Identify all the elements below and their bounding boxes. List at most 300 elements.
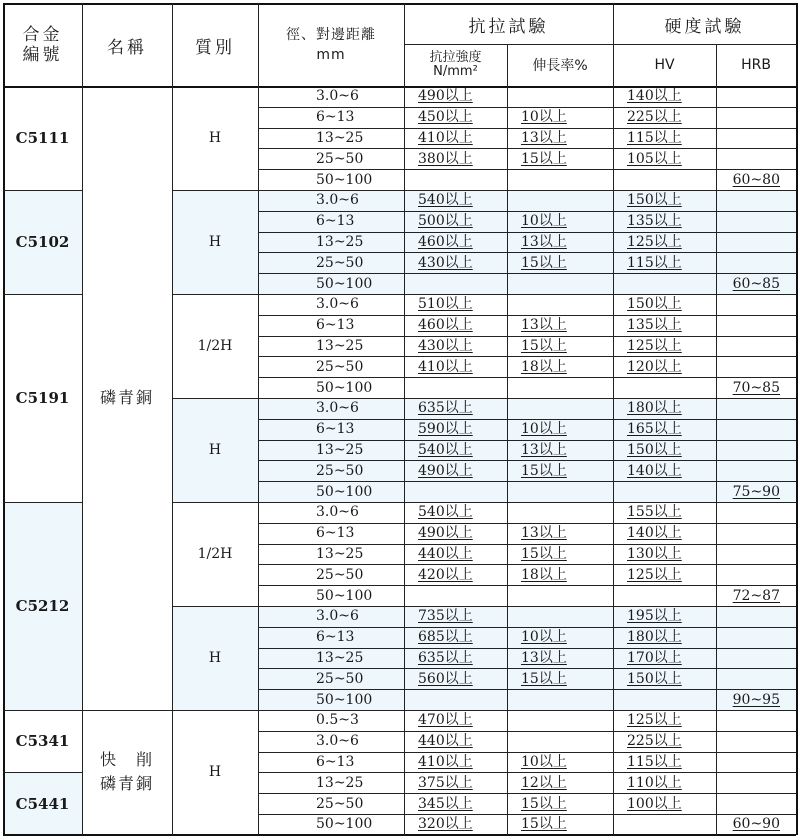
row-tensile-cell (404, 627, 507, 648)
row-elong-value: 13以上 (521, 129, 567, 146)
row-size-value: 25~50 (316, 566, 364, 583)
row-tensile-cell (404, 523, 507, 544)
row-hv-cell (613, 793, 716, 814)
row-tensile-cell (404, 273, 507, 294)
row-elong-value: 15以上 (521, 462, 567, 479)
alloy-code-cell-text: C5341 (15, 732, 70, 751)
alloy-code-cell (3, 190, 82, 294)
row-tensile-value: 590以上 (418, 421, 473, 438)
row-elong-cell (507, 627, 613, 648)
row-hv-value: 115以上 (627, 129, 682, 146)
row-tensile-cell (404, 668, 507, 689)
row-size-value: 13~25 (316, 233, 364, 250)
row-hrb-cell (716, 336, 796, 357)
row-hv-cell (613, 190, 716, 211)
row-elong-value: 15以上 (521, 670, 567, 687)
row-hv-value: 140以上 (627, 525, 682, 542)
row-size-cell (258, 668, 404, 689)
header-alloy-code (3, 4, 82, 86)
row-tensile-value: 430以上 (418, 254, 473, 271)
row-hv-value: 125以上 (627, 712, 682, 729)
row-size-value: 0.5~3 (316, 712, 359, 729)
row-hv-cell (613, 544, 716, 565)
row-tensile-cell (404, 814, 507, 835)
alloy-code-cell-text: C5102 (15, 233, 70, 251)
row-hv-value: 110以上 (627, 774, 682, 791)
row-hv-value: 115以上 (627, 753, 682, 770)
row-size-cell (258, 211, 404, 232)
row-tensile-cell (404, 481, 507, 502)
row-size-value: 13~25 (316, 441, 364, 458)
row-hv-cell (613, 668, 716, 689)
row-size-cell (258, 460, 404, 481)
row-tensile-cell (404, 232, 507, 253)
grid-line (258, 668, 796, 669)
grid-line (258, 502, 796, 503)
row-elong-cell (507, 273, 613, 294)
row-size-value: 25~50 (316, 358, 364, 375)
grid-line (258, 398, 796, 399)
row-elong-cell (507, 460, 613, 481)
row-tensile-value: 410以上 (418, 358, 473, 375)
row-hrb-cell (716, 440, 796, 461)
grid-line (258, 273, 796, 274)
row-size-cell (258, 273, 404, 294)
row-hv-value: 130以上 (627, 545, 682, 562)
row-tensile-value: 685以上 (418, 629, 473, 646)
row-hrb-cell (716, 190, 796, 211)
grid-line (172, 502, 258, 503)
header-tensile-strength (404, 44, 507, 86)
row-size-cell (258, 814, 404, 835)
row-tensile-cell (404, 356, 507, 377)
row-size-cell (258, 440, 404, 461)
header-tensile-strength-text: 抗拉強度 N/mm² (429, 50, 482, 79)
row-elong-cell (507, 793, 613, 814)
row-size-value: 6~13 (316, 629, 355, 646)
row-tensile-value: 420以上 (418, 566, 473, 583)
grid-line (258, 585, 796, 586)
row-hrb-cell (716, 86, 796, 107)
header-alloy-code-text: 合金 編號 (22, 25, 63, 65)
row-hv-cell (613, 648, 716, 669)
row-tensile-cell (404, 460, 507, 481)
row-tensile-cell (404, 502, 507, 523)
row-elong-cell (507, 814, 613, 835)
row-hrb-cell (716, 502, 796, 523)
temper-cell (172, 294, 258, 398)
row-tensile-cell (404, 107, 507, 128)
row-hv-value: 155以上 (627, 504, 682, 521)
row-hrb-cell (716, 564, 796, 585)
temper-cell (172, 398, 258, 502)
row-hrb-cell (716, 211, 796, 232)
row-elong-value: 15以上 (521, 254, 567, 271)
alloy-code-cell (3, 502, 82, 710)
grid-line (258, 752, 796, 753)
row-size-cell (258, 752, 404, 773)
grid-line (258, 336, 796, 337)
row-hv-cell (613, 481, 716, 502)
alloy-code-cell (3, 86, 82, 190)
row-tensile-cell (404, 752, 507, 773)
row-hv-value: 150以上 (627, 441, 682, 458)
temper-cell (172, 86, 258, 190)
grid-line (3, 190, 82, 191)
row-size-cell (258, 398, 404, 419)
row-hv-value: 180以上 (627, 400, 682, 417)
row-elong-cell (507, 294, 613, 315)
row-elong-value: 13以上 (521, 317, 567, 334)
row-hv-value: 150以上 (627, 296, 682, 313)
row-size-value: 3.0~6 (316, 400, 359, 417)
row-elong-cell (507, 377, 613, 398)
grid-line (258, 252, 796, 253)
row-size-value: 50~100 (316, 483, 373, 500)
row-hrb-value: 90~95 (732, 691, 780, 708)
row-tensile-cell (404, 377, 507, 398)
row-hv-cell (613, 86, 716, 107)
row-size-value: 6~13 (316, 109, 355, 126)
row-tensile-cell (404, 86, 507, 107)
row-hv-cell (613, 689, 716, 710)
row-tensile-cell (404, 169, 507, 190)
row-hv-value: 125以上 (627, 337, 682, 354)
row-size-value: 13~25 (316, 545, 364, 562)
row-elong-cell (507, 315, 613, 336)
row-hrb-value: 72~87 (732, 587, 780, 604)
row-elong-cell (507, 440, 613, 461)
row-hv-value: 150以上 (627, 192, 682, 209)
row-elong-cell (507, 606, 613, 627)
row-hv-cell (613, 315, 716, 336)
row-size-value: 50~100 (316, 691, 373, 708)
row-hv-cell (613, 169, 716, 190)
name-cell-text: 磷青銅 (99, 388, 154, 407)
row-size-cell (258, 356, 404, 377)
row-hv-cell (613, 377, 716, 398)
row-elong-cell (507, 564, 613, 585)
row-elong-value: 13以上 (521, 525, 567, 542)
row-hrb-cell (716, 793, 796, 814)
row-elong-cell (507, 252, 613, 273)
row-tensile-value: 460以上 (418, 317, 473, 334)
row-tensile-cell (404, 710, 507, 731)
row-hrb-cell (716, 752, 796, 773)
row-tensile-cell (404, 148, 507, 169)
row-elong-value: 18以上 (521, 358, 567, 375)
row-size-value: 13~25 (316, 774, 364, 791)
row-size-value: 50~100 (316, 816, 373, 833)
row-elong-value: 10以上 (521, 753, 567, 770)
grid-line (258, 148, 796, 149)
grid-line (82, 710, 172, 711)
row-size-value: 6~13 (316, 525, 355, 542)
row-tensile-value: 490以上 (418, 525, 473, 542)
row-tensile-value: 735以上 (418, 608, 473, 625)
grid-line (172, 710, 258, 711)
header-size-text: 徑、對邊距離 mm (286, 27, 376, 63)
row-tensile-value: 490以上 (418, 462, 473, 479)
grid-line (172, 294, 258, 295)
temper-cell-text: H (208, 764, 222, 781)
row-hv-value: 150以上 (627, 670, 682, 687)
row-elong-cell (507, 585, 613, 606)
grid-line (258, 294, 796, 295)
row-size-value: 25~50 (316, 670, 364, 687)
row-hv-cell (613, 273, 716, 294)
grid-line (172, 606, 258, 607)
row-hrb-cell (716, 294, 796, 315)
row-tensile-value: 450以上 (418, 109, 473, 126)
row-size-cell (258, 294, 404, 315)
temper-cell-text: H (208, 650, 222, 666)
grid-line (258, 689, 796, 690)
row-hv-cell (613, 128, 716, 149)
grid-line (258, 460, 796, 461)
row-hrb-cell (716, 377, 796, 398)
row-size-value: 6~13 (316, 317, 355, 334)
row-size-cell (258, 148, 404, 169)
row-hrb-cell (716, 585, 796, 606)
row-tensile-value: 635以上 (418, 400, 473, 417)
row-tensile-cell (404, 398, 507, 419)
row-hv-cell (613, 731, 716, 752)
row-size-cell (258, 689, 404, 710)
grid-line (258, 731, 796, 732)
row-tensile-value: 540以上 (418, 192, 473, 209)
row-size-cell (258, 523, 404, 544)
row-hrb-cell (716, 544, 796, 565)
row-hv-value: 225以上 (627, 733, 682, 750)
row-size-cell (258, 377, 404, 398)
row-tensile-cell (404, 544, 507, 565)
row-tensile-cell (404, 648, 507, 669)
header-hardness-test: 硬度試驗 (664, 16, 745, 37)
row-hv-cell (613, 419, 716, 440)
row-elong-cell (507, 107, 613, 128)
grid-line (258, 356, 796, 357)
row-elong-value: 13以上 (521, 441, 567, 458)
row-hv-value: 125以上 (627, 233, 682, 250)
row-hv-cell (613, 772, 716, 793)
row-elong-cell (507, 419, 613, 440)
row-size-value: 25~50 (316, 150, 364, 167)
row-tensile-value: 560以上 (418, 670, 473, 687)
header-hv: HV (654, 57, 675, 73)
row-tensile-value: 440以上 (418, 545, 473, 562)
row-size-cell (258, 648, 404, 669)
row-hrb-cell (716, 648, 796, 669)
row-hv-cell (613, 585, 716, 606)
row-hv-value: 195以上 (627, 608, 682, 625)
row-elong-value: 13以上 (521, 649, 567, 666)
row-size-cell (258, 107, 404, 128)
row-size-cell (258, 169, 404, 190)
row-tensile-value: 430以上 (418, 337, 473, 354)
row-size-cell (258, 793, 404, 814)
row-elong-value: 13以上 (521, 233, 567, 250)
grid-line (3, 86, 796, 88)
temper-cell (172, 190, 258, 294)
grid-line (172, 190, 258, 191)
row-elong-cell (507, 502, 613, 523)
grid-line (258, 315, 796, 316)
name-cell-text: 快 削 磷青銅 (99, 750, 154, 794)
grid-line (404, 44, 796, 45)
header-hrb: HRB (741, 57, 771, 73)
grid-line (3, 3, 796, 5)
row-elong-cell (507, 752, 613, 773)
header-elongation: 伸長率% (532, 58, 588, 74)
grid-line (172, 398, 258, 399)
row-elong-cell (507, 689, 613, 710)
row-tensile-cell (404, 419, 507, 440)
row-size-value: 13~25 (316, 129, 364, 146)
row-tensile-value: 540以上 (418, 504, 473, 521)
row-size-cell (258, 772, 404, 793)
grid-line (258, 772, 796, 773)
row-size-cell (258, 315, 404, 336)
temper-cell-text: 1/2H (197, 338, 233, 354)
row-tensile-cell (404, 564, 507, 585)
row-hrb-cell (716, 232, 796, 253)
grid-line (258, 564, 796, 565)
row-elong-cell (507, 86, 613, 107)
row-tensile-cell (404, 190, 507, 211)
row-tensile-value: 410以上 (418, 753, 473, 770)
temper-cell (172, 710, 258, 835)
row-hrb-cell (716, 689, 796, 710)
row-elong-value: 15以上 (521, 337, 567, 354)
row-hv-cell (613, 710, 716, 731)
row-size-value: 50~100 (316, 379, 373, 396)
row-tensile-value: 375以上 (418, 774, 473, 791)
temper-cell-text: H (208, 234, 222, 250)
row-size-value: 25~50 (316, 462, 364, 479)
row-hv-cell (613, 356, 716, 377)
grid-line (3, 502, 82, 503)
row-hrb-cell (716, 169, 796, 190)
row-elong-value: 10以上 (521, 213, 567, 230)
row-elong-cell (507, 190, 613, 211)
row-hv-cell (613, 398, 716, 419)
grid-line (258, 440, 796, 441)
row-elong-cell (507, 211, 613, 232)
row-elong-value: 15以上 (521, 150, 567, 167)
temper-cell-text: H (208, 130, 222, 146)
grid-line (258, 419, 796, 420)
row-hv-cell (613, 294, 716, 315)
row-size-value: 6~13 (316, 213, 355, 230)
row-hrb-cell (716, 107, 796, 128)
row-hrb-value: 60~85 (732, 275, 780, 292)
row-elong-cell (507, 544, 613, 565)
row-hv-value: 100以上 (627, 795, 682, 812)
row-hrb-cell (716, 772, 796, 793)
row-hrb-cell (716, 606, 796, 627)
row-tensile-cell (404, 606, 507, 627)
alloy-code-cell (3, 294, 82, 502)
row-elong-value: 15以上 (521, 545, 567, 562)
row-tensile-value: 510以上 (418, 296, 473, 313)
row-elong-cell (507, 398, 613, 419)
row-size-value: 3.0~6 (316, 192, 359, 209)
grid-line (258, 793, 796, 794)
header-name: 名稱 (107, 37, 147, 58)
header-size (258, 4, 404, 86)
name-cell (82, 86, 172, 710)
row-hv-value: 165以上 (627, 421, 682, 438)
grid-line (258, 523, 796, 524)
row-size-cell (258, 502, 404, 523)
row-hv-cell (613, 523, 716, 544)
row-size-cell (258, 627, 404, 648)
row-tensile-value: 460以上 (418, 233, 473, 250)
row-hrb-cell (716, 128, 796, 149)
row-elong-cell (507, 148, 613, 169)
row-tensile-cell (404, 211, 507, 232)
row-hv-cell (613, 814, 716, 835)
row-elong-value: 18以上 (521, 566, 567, 583)
row-hv-cell (613, 460, 716, 481)
row-size-value: 50~100 (316, 171, 373, 188)
alloy-code-cell-text: C5111 (15, 129, 70, 147)
row-hrb-cell (716, 814, 796, 835)
row-size-cell (258, 544, 404, 565)
alloy-code-cell-text: C5191 (15, 389, 70, 407)
row-tensile-value: 320以上 (418, 816, 473, 833)
grid-line (258, 377, 796, 378)
grid-line (3, 772, 82, 773)
grid-line (258, 814, 796, 815)
row-hv-cell (613, 148, 716, 169)
row-size-value: 3.0~6 (316, 733, 359, 750)
row-tensile-value: 540以上 (418, 441, 473, 458)
row-size-cell (258, 585, 404, 606)
temper-cell-text: 1/2H (197, 546, 233, 562)
row-tensile-cell (404, 336, 507, 357)
row-elong-cell (507, 232, 613, 253)
row-size-cell (258, 86, 404, 107)
row-tensile-cell (404, 440, 507, 461)
row-hv-cell (613, 564, 716, 585)
grid-line (258, 627, 796, 628)
grid-line (258, 107, 796, 108)
temper-cell (172, 502, 258, 606)
row-elong-cell (507, 710, 613, 731)
row-size-cell (258, 419, 404, 440)
row-size-cell (258, 710, 404, 731)
row-hv-value: 115以上 (627, 254, 682, 271)
row-tensile-value: 410以上 (418, 129, 473, 146)
row-hrb-cell (716, 523, 796, 544)
row-hrb-value: 75~90 (732, 483, 780, 500)
row-hrb-cell (716, 398, 796, 419)
row-tensile-cell (404, 689, 507, 710)
row-size-value: 13~25 (316, 337, 364, 354)
row-elong-cell (507, 336, 613, 357)
row-hv-cell (613, 107, 716, 128)
row-elong-cell (507, 356, 613, 377)
row-hv-cell (613, 440, 716, 461)
grid-line (258, 481, 796, 482)
row-tensile-cell (404, 585, 507, 606)
temper-cell (172, 606, 258, 710)
row-size-value: 25~50 (316, 795, 364, 812)
row-hv-value: 135以上 (627, 317, 682, 334)
row-hrb-cell (716, 668, 796, 689)
